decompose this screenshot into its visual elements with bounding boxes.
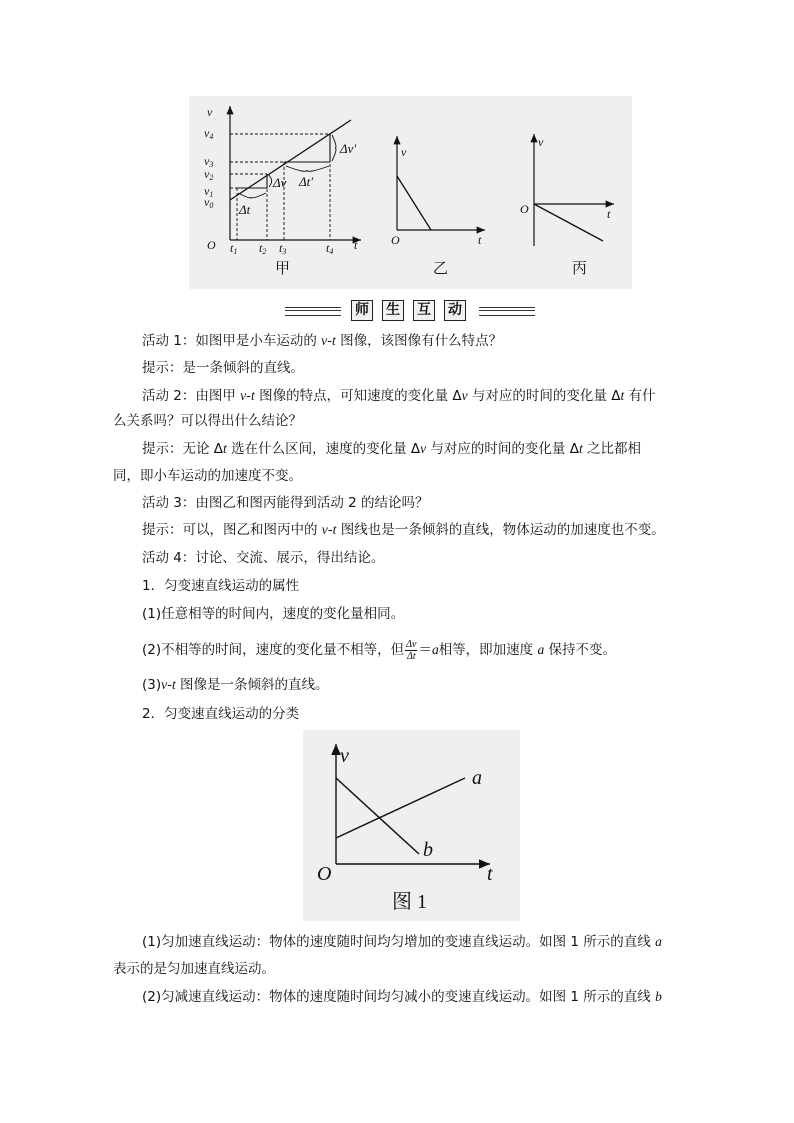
para-1-line-2: 表示的是匀加速直线运动。 bbox=[113, 961, 275, 977]
t3-label: t3 bbox=[279, 241, 287, 256]
banner-rule-right bbox=[479, 307, 535, 316]
para-2-line-1: (2)匀减速直线运动：物体的速度随时间均匀减小的变速直线运动。如图 1 所示的直线 b bbox=[142, 989, 662, 1005]
item-2: (2)不相等的时间，速度的变化量不相等，但 $\frac{\Delta v}{\Delta t}$ ＝a相等，即加速度 a 保持不变。 bbox=[142, 638, 617, 662]
figure-svg bbox=[189, 96, 632, 289]
banner-char: 动 bbox=[444, 300, 466, 321]
t1-label: t1 bbox=[230, 241, 238, 256]
fig1-axis-t-label: t bbox=[487, 863, 493, 885]
caption-yi: 乙 bbox=[433, 261, 449, 277]
heading-1: 1．匀变速直线运动的属性 bbox=[142, 578, 300, 594]
figure-1 bbox=[303, 730, 520, 921]
hint-2-line-2: 同，即小车运动的加速度不变。 bbox=[113, 468, 302, 484]
line-a bbox=[336, 778, 465, 838]
banner-rule-left bbox=[285, 307, 341, 316]
banner-char: 师 bbox=[351, 300, 373, 321]
t4-label: t4 bbox=[326, 241, 334, 256]
delta-t-prime-label: Δt′ bbox=[299, 174, 314, 189]
bing-axis-t-label: t bbox=[607, 207, 611, 221]
delta-v-label: Δv bbox=[273, 175, 287, 190]
velocity-line-bing bbox=[534, 204, 603, 241]
origin-label: O bbox=[207, 238, 216, 252]
bing-axis-v-label: v bbox=[538, 135, 544, 149]
hint-1: 提示：是一条倾斜的直线。 bbox=[142, 360, 304, 376]
line-b bbox=[336, 778, 419, 854]
activity-2-line-2: 么关系吗？可以得出什么结论？ bbox=[113, 413, 302, 429]
line-b-label: b bbox=[423, 839, 433, 861]
fig1-origin-label: O bbox=[317, 863, 332, 885]
item-3: (3)v-t 图像是一条倾斜的直线。 bbox=[142, 677, 329, 693]
v2-label: v2 bbox=[204, 167, 214, 182]
v4-label: v4 bbox=[204, 126, 214, 141]
figure-1-svg bbox=[303, 730, 520, 921]
figure-velocity-time-graphs bbox=[189, 96, 632, 289]
caption-bing: 丙 bbox=[572, 261, 588, 277]
velocity-line-yi bbox=[397, 176, 431, 230]
fraction: $\frac{\Delta v}{\Delta t}$ bbox=[406, 638, 417, 662]
axis-v-label: v bbox=[207, 105, 213, 119]
axis-t-label: t bbox=[354, 238, 358, 252]
section-banner bbox=[285, 300, 535, 322]
v3-label: v3 bbox=[204, 154, 214, 169]
item-1: (1)任意相等的时间内，速度的变化量相同。 bbox=[142, 606, 405, 622]
fig1-axis-v-label: v bbox=[340, 745, 349, 767]
t2-label: t2 bbox=[259, 241, 267, 256]
panel-bing bbox=[534, 134, 614, 246]
yi-origin-label: O bbox=[391, 233, 400, 247]
activity-2-line-1: 活动 2：由图甲 v-t 图像的特点，可知速度的变化量 Δv 与对应的时间的变化量 Δt 有什 bbox=[142, 388, 656, 404]
yi-axis-v-label: v bbox=[401, 145, 407, 159]
figure-1-caption: 图 1 bbox=[392, 891, 427, 913]
caption-jia: 甲 bbox=[275, 261, 291, 277]
hint-3: 提示：可以，图乙和图丙中的 v-t 图线也是一条倾斜的直线，物体运动的加速度也不变。 bbox=[142, 522, 665, 538]
activity-1: 活动 1：如图甲是小车运动的 v-t 图像，该图像有什么特点？ bbox=[142, 333, 503, 349]
bing-origin-label: O bbox=[520, 202, 529, 216]
panel-jia bbox=[230, 106, 361, 240]
banner-char: 互 bbox=[413, 300, 435, 321]
activity-4: 活动 4：讨论、交流、展示，得出结论。 bbox=[142, 550, 385, 566]
banner-char: 生 bbox=[382, 300, 404, 321]
v1-label: v1 bbox=[204, 184, 214, 199]
activity-3: 活动 3：由图乙和图丙能得到活动 2 的结论吗？ bbox=[142, 495, 429, 511]
delta-t-label: Δt bbox=[239, 202, 251, 217]
para-1-line-1: (1)匀加速直线运动：物体的速度随时间均匀增加的变速直线运动。如图 1 所示的直线 a bbox=[142, 934, 662, 950]
line-a-label: a bbox=[472, 767, 482, 789]
panel-yi bbox=[397, 136, 485, 230]
v0-label: v0 bbox=[204, 195, 214, 210]
hint-2-line-1: 提示：无论 Δt 选在什么区间，速度的变化量 Δv 与对应的时间的变化量 Δt 之比都相 bbox=[142, 441, 642, 457]
yi-axis-t-label: t bbox=[478, 233, 482, 247]
delta-v-prime-label: Δv′ bbox=[340, 141, 357, 156]
heading-2: 2．匀变速直线运动的分类 bbox=[142, 706, 300, 722]
